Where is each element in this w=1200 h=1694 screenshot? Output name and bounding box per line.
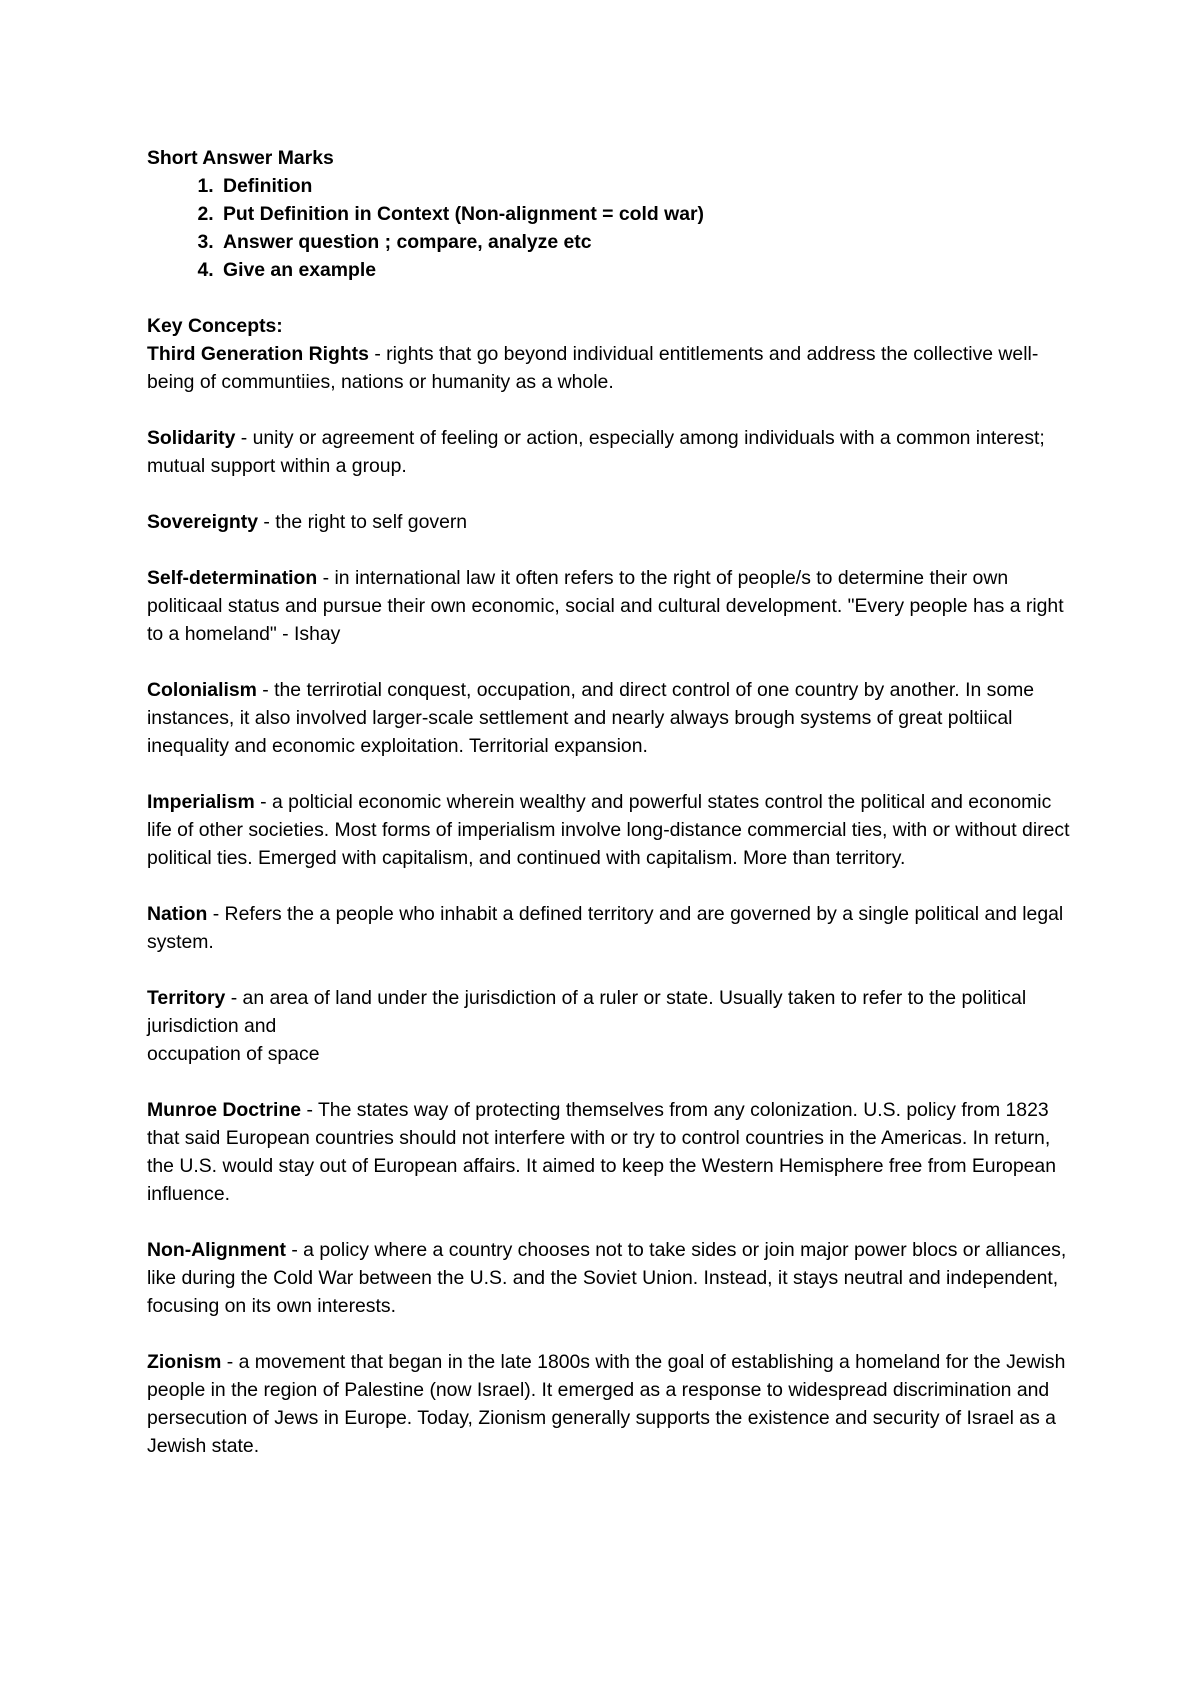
concept-term: Zionism [147,1351,222,1373]
concept-term: Territory [147,987,226,1009]
concept-third-generation-rights [147,340,1077,396]
short-answer-item: 4. Give an example [219,256,1077,284]
concept-definition: - a policy where a country chooses not to take sides or join major power blocs or alliances, like during the Cold War between the U.S. and the Soviet Union. Instead, it stays neutral and independent, focusing on its own interests. [147,1239,1067,1317]
concept-solidarity [147,424,1077,480]
concept-definition: - a polticial economic wherein wealthy and powerful states control the political and economic life of other societies. Most forms of imperialism involve long-distance commercial ties, with or without direct political ties. Emerged with capitalism, and continued with capitalism. More than territory. [147,791,1070,869]
concept-self-determination [147,564,1077,648]
key-concepts-heading: Key Concepts: [147,315,283,337]
concept-term: Non-Alignment [147,1239,286,1261]
concept-term: Munroe Doctrine [147,1099,302,1121]
short-answer-item: 3. Answer question ; compare, analyze etc [219,228,1077,256]
concept-definition: - a movement that began in the late 1800s with the goal of establishing a homeland for the Jewish people in the region of Palestine (now Israel). It emerged as a response to widespread discrimination and persecution of Jews in Europe. Today, Zionism generally supports the existence and security of Israel as a Jewish state. [147,1351,1066,1457]
concept-territory [147,984,1077,1068]
concept-colonialism [147,676,1077,760]
concept-definition: - Refers the a people who inhabit a defined territory and are governed by a single political and legal system. [147,903,1064,953]
concept-non-alignment [147,1236,1077,1320]
section-gap [147,284,1077,312]
concept-nation [147,900,1077,956]
concept-term: Solidarity [147,427,236,449]
concept-definition-extra-line: occupation of space [147,1043,320,1065]
concept-term: Self-determination [147,567,318,589]
short-answer-item: 1. Definition [219,172,1077,200]
short-answer-heading: Short Answer Marks [147,147,334,169]
document-page [147,144,1077,1488]
concept-term: Colonialism [147,679,257,701]
concept-sovereignty [147,508,1077,536]
concept-term: Sovereignty [147,511,258,533]
concept-term: Imperialism [147,791,255,813]
concept-munroe-doctrine [147,1096,1077,1208]
concept-term: Nation [147,903,208,925]
concept-term: Third Generation Rights [147,343,369,365]
concept-definition: - the right to self govern [258,511,468,533]
short-answer-list [147,172,1077,284]
concept-definition: - rights that go beyond individual entitlements and address the collective well-being of communtiies, nations or humanity as a whole. [147,343,1039,393]
concept-definition: - unity or agreement of feeling or action, especially among individuals with a common interest; mutual support within a group. [147,427,1045,477]
concept-definition: - in international law it often refers to the right of people/s to determine their own politicaal status and pursue their own economic, social and cultural development. "Every people has a right to a homeland" - Ishay [147,567,1064,645]
concept-imperialism [147,788,1077,872]
short-answer-item: 2. Put Definition in Context (Non-alignment = cold war) [219,200,1077,228]
concept-zionism [147,1348,1077,1460]
concept-definition: - an area of land under the jurisdiction of a ruler or state. Usually taken to refer to the political jurisdiction and [147,987,1027,1037]
concept-definition: - the terrirotial conquest, occupation, and direct control of one country by another. In some instances, it also involved larger-scale settlement and nearly always brough systems of great poltiical inequality and economic exploitation. Territorial expansion. [147,679,1035,757]
concept-definition: - The states way of protecting themselves from any colonization. U.S. policy from 1823 that said European countries should not interfere with or try to control countries in the Americas. In return, the U.S. would stay out of European affairs. It aimed to keep the Western Hemisphere free from European influence. [147,1099,1056,1205]
